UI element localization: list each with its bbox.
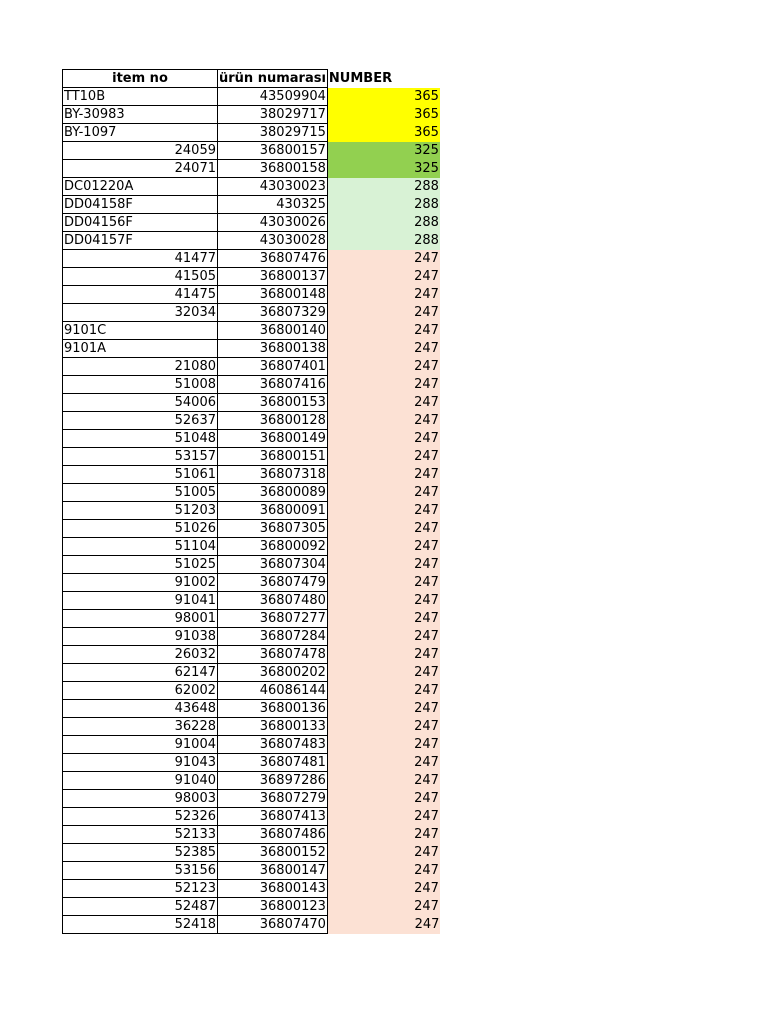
cell-number[interactable]: 247	[327, 628, 440, 646]
cell-number[interactable]: 325	[327, 160, 440, 178]
cell-number[interactable]: 247	[327, 448, 440, 466]
cell-number[interactable]: 247	[327, 610, 440, 628]
cell-urun-numarasi[interactable]: 36800147	[218, 862, 328, 880]
cell-urun-numarasi[interactable]: 43509904	[218, 88, 328, 106]
cell-item-no[interactable]: 91043	[63, 754, 218, 772]
cell-urun-numarasi[interactable]: 36800123	[218, 898, 328, 916]
cell-number[interactable]: 247	[327, 862, 440, 880]
table-row	[63, 394, 441, 412]
cell-item-no[interactable]: 43648	[63, 700, 218, 718]
cell-urun-numarasi[interactable]: 36800128	[218, 412, 328, 430]
spreadsheet	[62, 69, 441, 934]
cell-number[interactable]: 247	[327, 664, 440, 682]
cell-item-no[interactable]: 53157	[63, 448, 218, 466]
table-row	[63, 484, 441, 502]
cell-urun-numarasi[interactable]: 36800133	[218, 718, 328, 736]
cell-number[interactable]: 247	[327, 574, 440, 592]
cell-urun-numarasi[interactable]: 36807318	[218, 466, 328, 484]
cell-item-no[interactable]: 52133	[63, 826, 218, 844]
cell-item-no[interactable]: 98003	[63, 790, 218, 808]
cell-urun-numarasi[interactable]: 38029717	[218, 106, 328, 124]
table-row	[63, 610, 441, 628]
cell-number[interactable]: 247	[327, 304, 440, 322]
cell-number[interactable]: 247	[327, 322, 440, 340]
cell-item-no[interactable]: 52418	[63, 916, 218, 934]
cell-urun-numarasi[interactable]: 430325	[218, 196, 328, 214]
table-row	[63, 862, 441, 880]
cell-urun-numarasi[interactable]: 43030026	[218, 214, 328, 232]
cell-urun-numarasi[interactable]: 36807401	[218, 358, 328, 376]
cell-item-no[interactable]: TT10B	[63, 88, 218, 106]
table-row	[63, 124, 441, 142]
cell-number[interactable]: 247	[327, 520, 440, 538]
cell-number[interactable]: 247	[327, 790, 440, 808]
cell-item-no[interactable]: 41475	[63, 286, 218, 304]
table-row	[63, 214, 441, 232]
table-row	[63, 916, 441, 934]
cell-urun-numarasi[interactable]: 36807481	[218, 754, 328, 772]
cell-urun-numarasi[interactable]: 36800157	[218, 142, 328, 160]
cell-item-no[interactable]: 54006	[63, 394, 218, 412]
cell-item-no[interactable]: 91040	[63, 772, 218, 790]
cell-number[interactable]: 365	[327, 124, 440, 142]
cell-item-no[interactable]: 21080	[63, 358, 218, 376]
cell-number[interactable]: 247	[327, 898, 440, 916]
cell-number[interactable]: 247	[327, 412, 440, 430]
cell-number[interactable]: 365	[327, 106, 440, 124]
cell-item-no[interactable]: 51005	[63, 484, 218, 502]
cell-urun-numarasi[interactable]: 36800149	[218, 430, 328, 448]
cell-number[interactable]: 247	[327, 484, 440, 502]
cell-item-no[interactable]: BY-1097	[63, 124, 218, 142]
table-row	[63, 322, 441, 340]
cell-urun-numarasi[interactable]: 38029715	[218, 124, 328, 142]
cell-item-no[interactable]: 62002	[63, 682, 218, 700]
cell-urun-numarasi[interactable]: 36807483	[218, 736, 328, 754]
data-table	[62, 69, 441, 934]
cell-urun-numarasi[interactable]: 36807284	[218, 628, 328, 646]
cell-item-no[interactable]: 51203	[63, 502, 218, 520]
cell-urun-numarasi[interactable]: 36807279	[218, 790, 328, 808]
cell-item-no[interactable]: BY-30983	[63, 106, 218, 124]
cell-number[interactable]: 247	[327, 430, 440, 448]
cell-number[interactable]: 247	[327, 754, 440, 772]
cell-item-no[interactable]: 91041	[63, 592, 218, 610]
header-item-no[interactable]: item no	[63, 70, 218, 88]
cell-urun-numarasi[interactable]: 36807416	[218, 376, 328, 394]
cell-number[interactable]: 247	[327, 826, 440, 844]
cell-item-no[interactable]: 32034	[63, 304, 218, 322]
table-row	[63, 232, 441, 250]
table-row	[63, 556, 441, 574]
table-row	[63, 880, 441, 898]
header-row	[63, 70, 441, 88]
cell-urun-numarasi[interactable]: 36807478	[218, 646, 328, 664]
cell-urun-numarasi[interactable]: 36807304	[218, 556, 328, 574]
table-row	[63, 790, 441, 808]
cell-number[interactable]: 247	[327, 592, 440, 610]
table-row	[63, 718, 441, 736]
cell-item-no[interactable]: 9101C	[63, 322, 218, 340]
cell-urun-numarasi[interactable]: 36800148	[218, 286, 328, 304]
cell-item-no[interactable]: 51104	[63, 538, 218, 556]
cell-number[interactable]: 247	[327, 772, 440, 790]
cell-urun-numarasi[interactable]: 36800137	[218, 268, 328, 286]
table-row	[63, 304, 441, 322]
cell-number[interactable]: 247	[327, 736, 440, 754]
cell-urun-numarasi[interactable]: 36800092	[218, 538, 328, 556]
cell-item-no[interactable]: 91004	[63, 736, 218, 754]
cell-urun-numarasi[interactable]: 36800138	[218, 340, 328, 358]
cell-number[interactable]: 247	[327, 700, 440, 718]
cell-number[interactable]: 247	[327, 358, 440, 376]
cell-urun-numarasi[interactable]: 36897286	[218, 772, 328, 790]
cell-item-no[interactable]: 51026	[63, 520, 218, 538]
cell-urun-numarasi[interactable]: 36800152	[218, 844, 328, 862]
table-row	[63, 646, 441, 664]
cell-item-no[interactable]: 41477	[63, 250, 218, 268]
cell-item-no[interactable]: 36228	[63, 718, 218, 736]
cell-item-no[interactable]: 9101A	[63, 340, 218, 358]
cell-item-no[interactable]: DD04156F	[63, 214, 218, 232]
cell-number[interactable]: 247	[327, 880, 440, 898]
table-row	[63, 898, 441, 916]
cell-item-no[interactable]: 24071	[63, 160, 218, 178]
cell-urun-numarasi[interactable]: 46086144	[218, 682, 328, 700]
cell-number[interactable]: 288	[327, 214, 440, 232]
cell-item-no[interactable]: 98001	[63, 610, 218, 628]
cell-number[interactable]: 247	[327, 844, 440, 862]
cell-urun-numarasi[interactable]: 36800151	[218, 448, 328, 466]
table-row	[63, 178, 441, 196]
cell-item-no[interactable]: 91002	[63, 574, 218, 592]
table-body	[63, 88, 441, 934]
cell-item-no[interactable]: 51048	[63, 430, 218, 448]
cell-item-no[interactable]: 26032	[63, 646, 218, 664]
table-row	[63, 754, 441, 772]
table-row	[63, 592, 441, 610]
table-row	[63, 358, 441, 376]
cell-number[interactable]: 247	[327, 250, 440, 268]
table-row	[63, 448, 441, 466]
cell-urun-numarasi[interactable]: 36807277	[218, 610, 328, 628]
cell-urun-numarasi[interactable]: 36800089	[218, 484, 328, 502]
cell-urun-numarasi[interactable]: 36807479	[218, 574, 328, 592]
cell-number[interactable]: 288	[327, 178, 440, 196]
table-row	[63, 142, 441, 160]
cell-number[interactable]: 247	[327, 268, 440, 286]
cell-item-no[interactable]: 24059	[63, 142, 218, 160]
cell-number[interactable]: 325	[327, 142, 440, 160]
table-row	[63, 286, 441, 304]
cell-urun-numarasi[interactable]: 36807413	[218, 808, 328, 826]
table-row	[63, 826, 441, 844]
cell-number[interactable]: 247	[327, 718, 440, 736]
cell-item-no[interactable]: 91038	[63, 628, 218, 646]
table-row	[63, 808, 441, 826]
table-row	[63, 106, 441, 124]
table-row	[63, 160, 441, 178]
cell-urun-numarasi[interactable]: 36807329	[218, 304, 328, 322]
header-urun-numarasi[interactable]: ürün numarası	[219, 71, 326, 86]
cell-number[interactable]: 247	[327, 646, 440, 664]
cell-item-no[interactable]: 51061	[63, 466, 218, 484]
table-row	[63, 340, 441, 358]
cell-number[interactable]: 247	[327, 286, 440, 304]
cell-item-no[interactable]: DD04158F	[63, 196, 218, 214]
table-row	[63, 574, 441, 592]
cell-number[interactable]: 247	[327, 556, 440, 574]
cell-number[interactable]: 247	[327, 916, 440, 934]
table-row	[63, 466, 441, 484]
cell-item-no[interactable]: 52326	[63, 808, 218, 826]
table-row	[63, 700, 441, 718]
table-row	[63, 268, 441, 286]
cell-number[interactable]: 247	[327, 340, 440, 358]
cell-urun-numarasi[interactable]: 36807480	[218, 592, 328, 610]
cell-urun-numarasi[interactable]: 36800140	[218, 322, 328, 340]
table-row	[63, 844, 441, 862]
cell-number[interactable]: 247	[327, 376, 440, 394]
cell-item-no[interactable]: 41505	[63, 268, 218, 286]
cell-urun-numarasi[interactable]: 36807305	[218, 520, 328, 538]
cell-item-no[interactable]: 52637	[63, 412, 218, 430]
cell-urun-numarasi[interactable]: 36800143	[218, 880, 328, 898]
cell-urun-numarasi[interactable]: 36800158	[218, 160, 328, 178]
table-row	[63, 250, 441, 268]
cell-item-no[interactable]: DD04157F	[63, 232, 218, 250]
cell-number[interactable]: 288	[327, 196, 440, 214]
cell-number[interactable]: 247	[327, 682, 440, 700]
cell-number[interactable]: 288	[327, 232, 440, 250]
cell-number[interactable]: 247	[327, 394, 440, 412]
cell-item-no[interactable]: 62147	[63, 664, 218, 682]
cell-item-no[interactable]: DC01220A	[63, 178, 218, 196]
table-row	[63, 88, 441, 106]
table-row	[63, 520, 441, 538]
cell-item-no[interactable]: 52385	[63, 844, 218, 862]
cell-urun-numarasi[interactable]: 36800091	[218, 502, 328, 520]
cell-number[interactable]: 247	[327, 466, 440, 484]
table-row	[63, 682, 441, 700]
cell-urun-numarasi[interactable]: 43030023	[218, 178, 328, 196]
table-row	[63, 772, 441, 790]
cell-item-no[interactable]: 52487	[63, 898, 218, 916]
table-row	[63, 196, 441, 214]
cell-urun-numarasi[interactable]: 36800153	[218, 394, 328, 412]
table-row	[63, 412, 441, 430]
table-row	[63, 376, 441, 394]
cell-urun-numarasi[interactable]: 36807476	[218, 250, 328, 268]
table-row	[63, 430, 441, 448]
cell-urun-numarasi[interactable]: 36800202	[218, 664, 328, 682]
header-number[interactable]: NUMBER	[328, 71, 393, 86]
cell-urun-numarasi[interactable]: 36807470	[218, 916, 328, 934]
table-row	[63, 664, 441, 682]
cell-number[interactable]: 247	[327, 538, 440, 556]
cell-urun-numarasi[interactable]: 43030028	[218, 232, 328, 250]
cell-urun-numarasi[interactable]: 36800136	[218, 700, 328, 718]
table-row	[63, 538, 441, 556]
table-row	[63, 736, 441, 754]
cell-item-no[interactable]: 53156	[63, 862, 218, 880]
cell-number[interactable]: 247	[327, 502, 440, 520]
cell-item-no[interactable]: 51025	[63, 556, 218, 574]
table-row	[63, 502, 441, 520]
table-row	[63, 628, 441, 646]
cell-item-no[interactable]: 51008	[63, 376, 218, 394]
cell-item-no[interactable]: 52123	[63, 880, 218, 898]
cell-number[interactable]: 365	[327, 88, 440, 106]
cell-urun-numarasi[interactable]: 36807486	[218, 826, 328, 844]
cell-number[interactable]: 247	[327, 808, 440, 826]
